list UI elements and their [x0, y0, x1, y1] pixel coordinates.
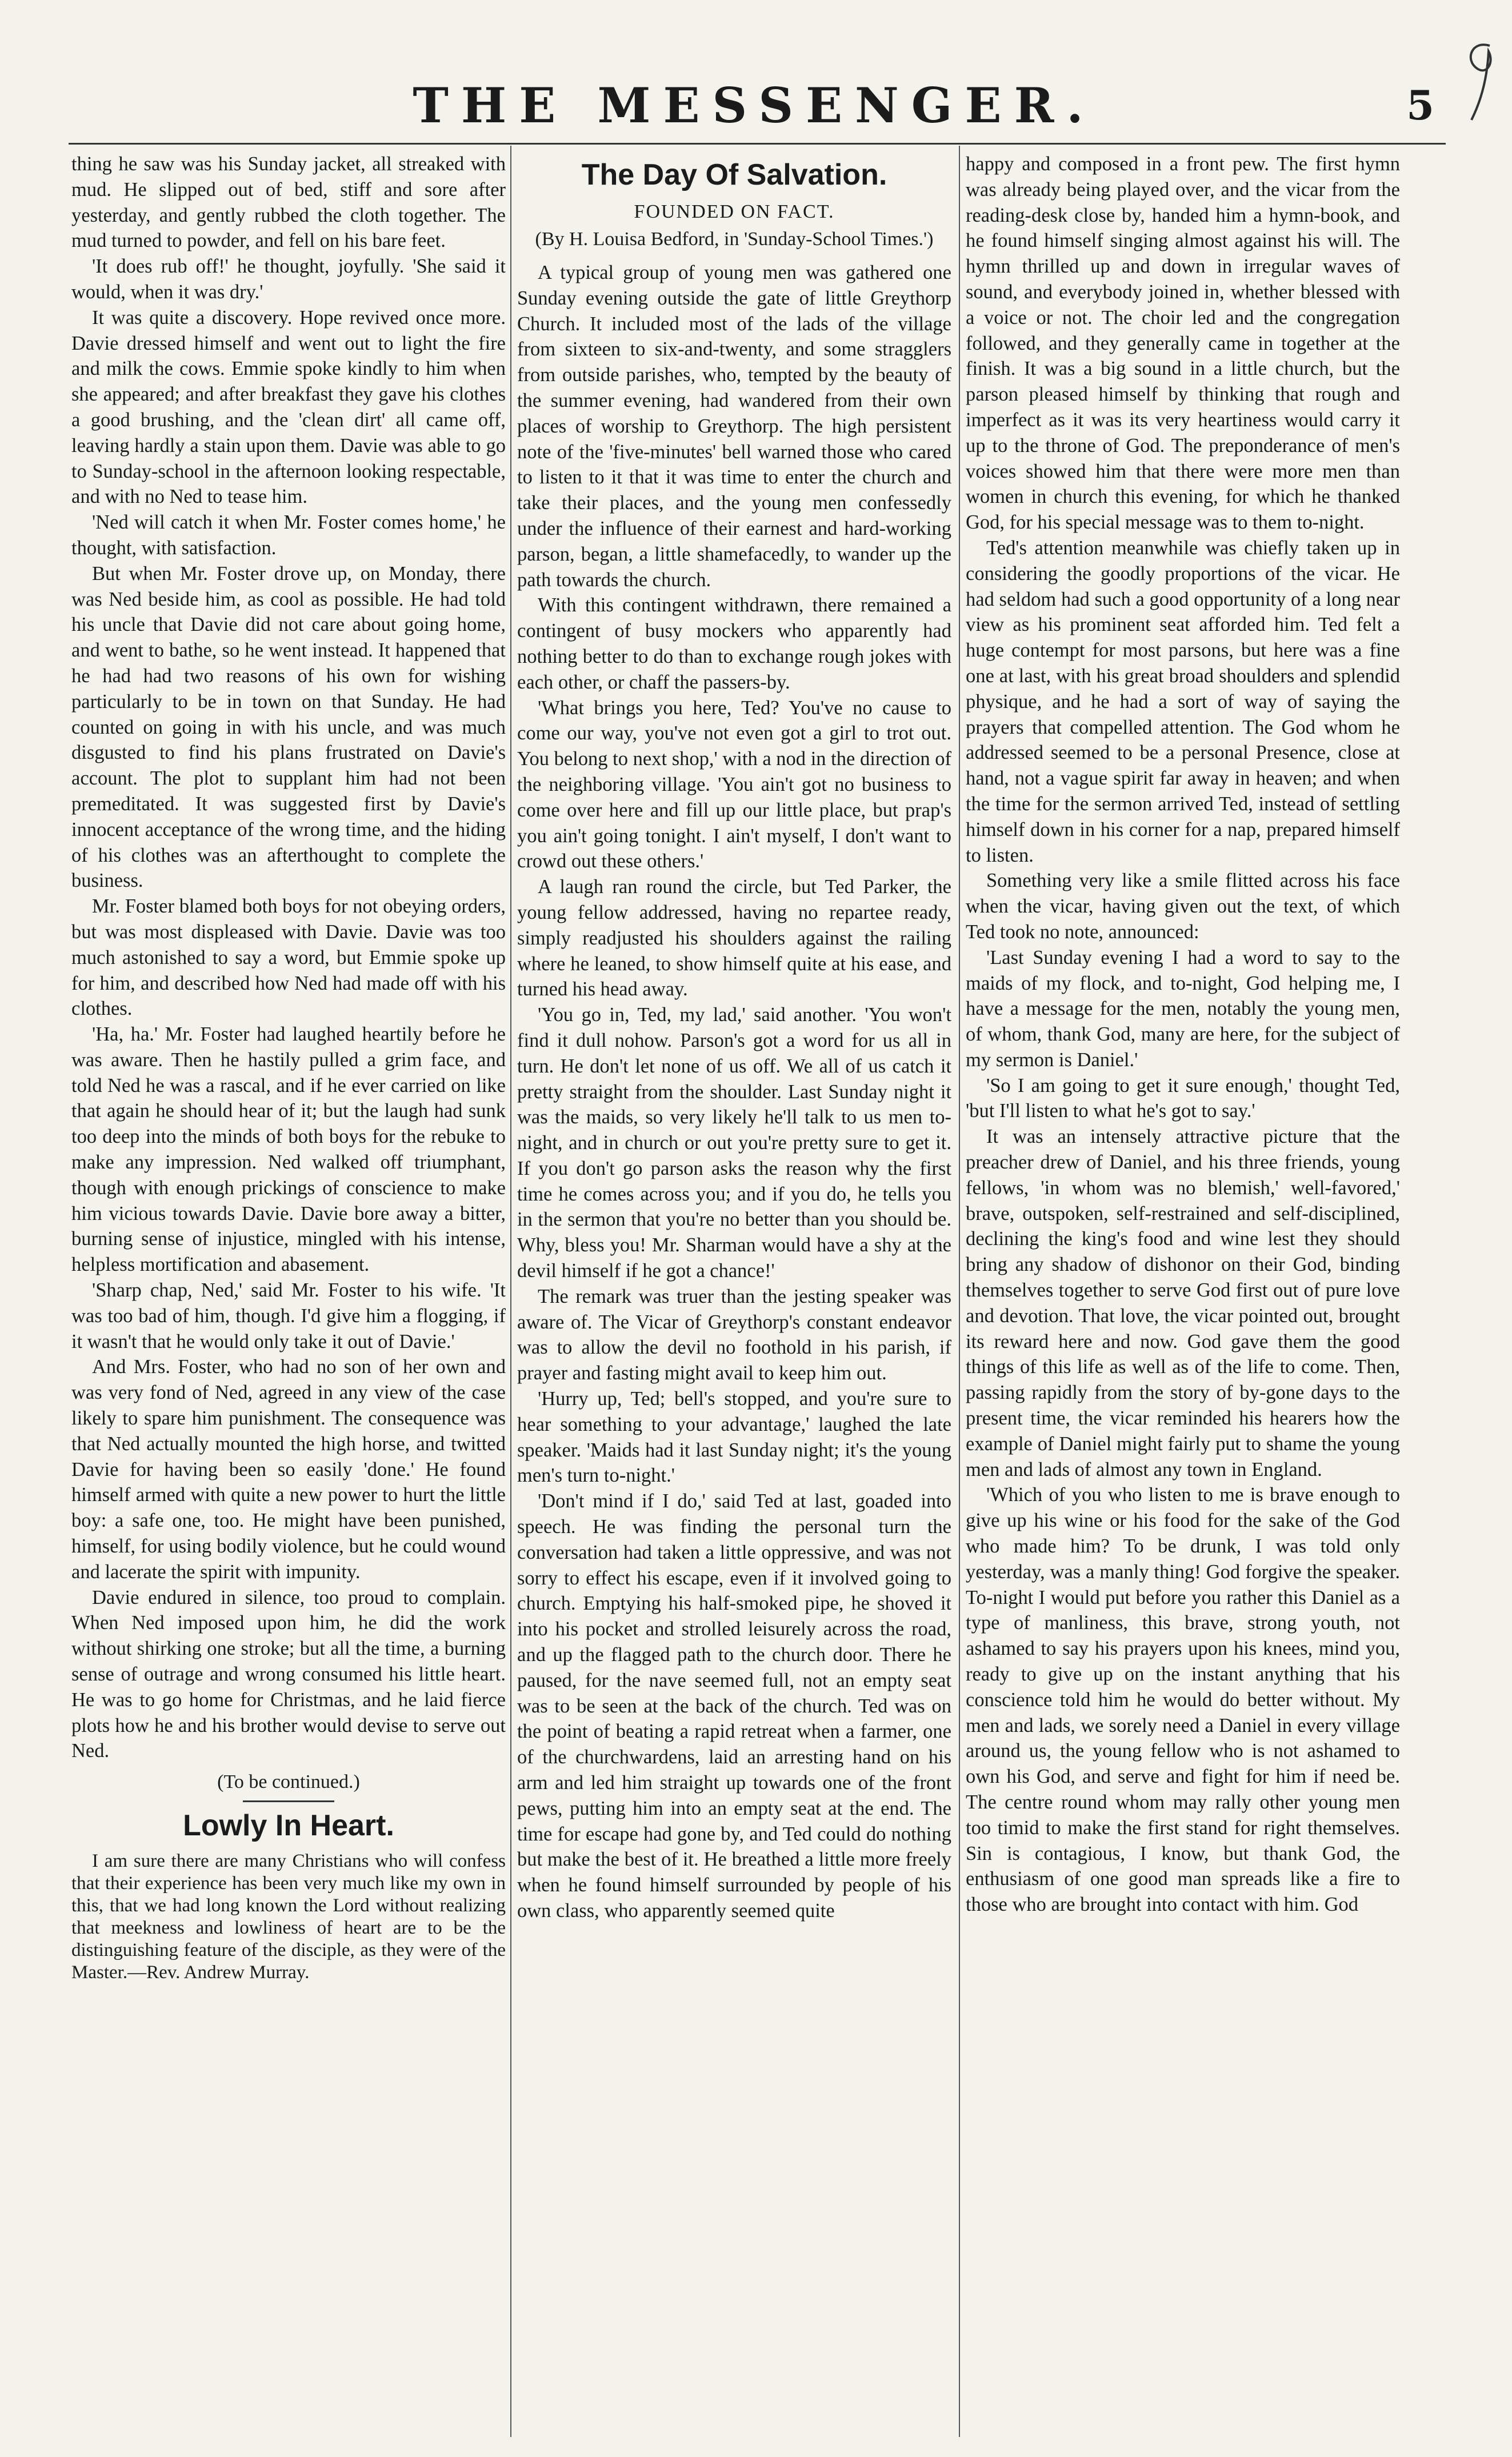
column-middle [517, 151, 951, 2431]
paragraph: With this contingent withdrawn, there remained a contingent of busy mockers who apparently had nothing better to do than to exchange rough jokes with each other, or chaff the passers-by. [517, 594, 951, 693]
paragraph: The remark was truer than the jesting speaker was aware of. The Vicar of Greythorp's constant endeavor was to allow the devil no foothold in his parish, if prayer and fasting might avail to keep him out. [517, 1285, 951, 1384]
masthead [63, 74, 1446, 137]
paragraph: But when Mr. Foster drove up, on Monday, there was Ned beside him, as cool as possible. He had told his uncle that Davie did not care about going home, and went to bathe, so he went instead. It happened that he had had two reasons of his own for wishing particularly to be in town on that Sunday. He had counted on going in with his uncle, and was much disgusted to find his plans frustrated on Davie's account. The plot to supplant him had not been premeditated. It was suggested first by Davie's innocent acceptance of the wrong time, and the hiding of his clothes was an afterthought to complete the business. [71, 562, 506, 892]
paragraph: 'Hurry up, Ted; bell's stopped, and you're sure to hear something to your advantage,' laughed the late speaker. 'Maids had it last Sunday night; it's the young men's turn to-night.' [517, 1388, 951, 1487]
paragraph: A laugh ran round the circle, but Ted Parker, the young fellow addressed, having no repartee ready, simply readjusted his shoulders against the railing where he leaned, to show himself quite at his ease, and turned his head away. [517, 876, 951, 1001]
story-continuation [71, 151, 506, 1764]
paragraph: Davie endured in silence, too proud to complain. When Ned imposed upon him, he did the work without shirking one stroke; but all the time, a burning sense of outrage and wrong consumed his little heart. He was to go home for Christmas, and he laid fierce plots how he and his brother would devise to serve out Ned. [71, 1586, 506, 1762]
section-rule [243, 1800, 334, 1802]
article-subtitle: FOUNDED ON FACT. [634, 201, 835, 222]
paragraph: Something very like a smile flitted across his face when the vicar, having given out the text, of which Ted took no note, announced: [966, 870, 1400, 943]
paragraph: 'Which of you who listen to me is brave enough to give up his wine or his food for the sake of the God who made him? To be drunk, I was told only yesterday, was a manly thing! God forgive the speaker. To-night I would put before you rather this Daniel as a type of manliness, this brave, strong youth, not ashamed to say his prayers upon his knees, mind you, ready to give up on the instant anything that his conscience told him he would do better without. My men and lads, we sorely need a Daniel in every village around us, the young fellow who is not ashamed to own his God, and serve and fight for him if need be. The centre round whom may rally other young men too timid to make the first stand for right themselves. Sin is contagious, I know, but thank God, the enthusiasm of one good man spreads like a fire to those who are brought into contact with him. God [966, 1484, 1400, 1916]
lowly-in-heart-text [71, 1850, 506, 1984]
column-right [966, 151, 1400, 2431]
column-left [71, 151, 506, 2431]
paragraph: And Mrs. Foster, who had no son of her own and was very fond of Ned, agreed in any view of the case likely to spare him punishment. The consequence was that Ned actually mounted the high horse, and twitted Davie for having been so easily 'done.' He found himself armed with quite a new power to hurt the little boy: a safe one, too. He might have been punished, himself, for using bodily violence, but he could wound and lacerate the spirit with impunity. [71, 1356, 506, 1583]
paragraph: 'So I am going to get it sure enough,' thought Ted, 'but I'll listen to what he's got to say.' [966, 1074, 1400, 1122]
paragraph: Ted's attention meanwhile was chiefly taken up in considering the goodly proportions of the vicar. He had seldom had such a good opportunity of a long near view as his prominent seat afforded him. Ted felt a huge contempt for most parsons, but here was a fine one at last, with his great broad shoulders and splendid physique, and he had a sort of way of saying the prayers that compelled attention. The God whom he addressed seemed to be a personal Presence, close at hand, not a vague spirit far away in heaven; and when the time for the sermon arrived Ted, instead of settling himself down in his corner for a nap, prepared himself to listen. [966, 537, 1400, 866]
continued-note: (To be continued.) [217, 1771, 360, 1793]
paragraph: 'You go in, Ted, my lad,' said another. 'You won't find it dull nohow. Parson's got a word for us all in turn. He don't let none of us off. We all of us catch it pretty straight from the shoulder. Last Sunday night it was the maids, so very likely he'll talk to us men to-night, and in church or out you're pretty sure to get it. If you don't go parson asks the reason why the first time he comes across you; and if you do, he tells you in the sermon that you're no better than you should be. Why, bless you! Mr. Sharman would have a shy at the devil himself if he got a chance!' [517, 1004, 951, 1282]
paragraph: 'It does rub off!' he thought, joyfully. 'She said it would, when it was dry.' [71, 255, 506, 303]
paragraph: Mr. Foster blamed both boys for not obeying orders, but was most displeased with Davie. Davie was too much astonished to say a word, but Emmie spoke up for him, and described how Ned had made off with his clothes. [71, 895, 506, 1020]
column-divider-2 [959, 146, 960, 2437]
newspaper-title: THE MESSENGER. [413, 77, 1096, 134]
paragraph: 'Ned will catch it when Mr. Foster comes home,' he thought, with satisfaction. [71, 511, 506, 559]
paragraph: 'What brings you here, Ted? You've no cause to come our way, you've not even got a girl to trot out. You belong to next shop,' with a nod in the direction of the neighboring village. 'You ain't got no business to come over here and fill up our little place, but prap's you ain't going tonight. I ain't myself, I don't want to crowd out these others.' [517, 697, 951, 873]
paragraph: thing he saw was his Sunday jacket, all streaked with mud. He slipped out of bed, stiff and sore after yesterday, and gently rubbed the cloth together. The mud turned to powder, and fell on his bare feet. [71, 153, 506, 252]
paragraph: 'Ha, ha.' Mr. Foster had laughed heartily before he was aware. Then he hastily pulled a grim face, and told Ned he was a rascal, and if he ever carried on like that again he should hear of it; but the laugh had sunk too deep into the minds of both boys for the rebuke to make any impression. Ned walked off triumphant, though with enough prickings of conscience to make him vicious towards Davie. Davie bore away a bitter, burning sense of injustice, mingled with his intense, helpless mortification and abasement. [71, 1023, 506, 1276]
header-rule [69, 143, 1446, 145]
paragraph: 'Last Sunday evening I had a word to say to the maids of my flock, and to-night, God helping me, I have a message for the men, notably the young men, of whom, thank God, many are here, for the subject of my sermon is Daniel.' [966, 946, 1400, 1071]
paragraph: happy and composed in a front pew. The first hymn was already being played over, and the vicar from the reading-desk close by, handed him a hymn-book, and he found himself singing almost against his will. The hymn thrilled up and down in irregular waves of sound, and everybody joined in, whether blessed with a voice or not. The choir led and the congregation followed, and they generally came in together at the finish. It was a big sound in a little church, but the parson pleased himself by thinking that rough and imperfect as it was its very heartiness would carry it up to the throne of God. The preponderance of men's voices showed him that there were more men than women in church this evening, for which he thanked God, for his special message was to them to-night. [966, 153, 1400, 534]
paragraph: It was an intensely attractive picture that the preacher drew of Daniel, and his three friends, young fellows, 'in whom was no blemish,' well-favored,' brave, outspoken, self-restrained and self-disciplined, declining the king's food and wine lest they should bring any shadow of dishonor on their God, binding themselves together to serve God first out of pure love and devotion. That love, the vicar pointed out, brought its reward here and now. God gave them the good things of this life as well as of the life to come. Then, passing rapidly from the story of by-gone days to the present time, the vicar reminded his hearers how the example of Daniel might fairly put to shame the young men and lads of almost any town in England. [966, 1126, 1400, 1480]
handwritten-mark-icon [1454, 34, 1506, 126]
article-byline: (By H. Louisa Bedford, in 'Sunday-School Times.') [535, 229, 934, 250]
page-number: 5 [1406, 82, 1434, 129]
column-divider-1 [510, 146, 511, 2437]
lowly-in-heart-title: Lowly In Heart. [183, 1809, 394, 1843]
paragraph: A typical group of young men was gathered one Sunday evening outside the gate of little Greythorp Church. It included most of the lads of the village from sixteen to six-and-twenty, and some stragglers from outside parishes, who, tempted by the beauty of the summer evening, had wandered from their own places of worship to Greythorp. The high persistent note of the 'five-minutes' bell warned those who cared to listen to it that it was time to enter the church and take their places, and the young men confessedly under the influence of their earnest and hard-working parson, began, a little shamefacedly, to wander up the path towards the church. [517, 262, 951, 591]
paragraph: 'Don't mind if I do,' said Ted at last, goaded into speech. He was finding the personal turn the conversation had taken a little oppressive, and was not sorry to effect his escape, even if it involved going to church. Emptying his half-smoked pipe, he shoved it into his pocket and strolled leisurely across the road, and up the flagged path to the church door. There he paused, for the nave seemed full, not an empty seat was to be seen at the back of the church. Ted was on the point of beating a rapid retreat when a farmer, one of the churchwardens, laid an arresting hand on his arm and led him straight up towards one of the front pews, putting him into an empty seat at the end. The time for escape had gone by, and Ted could do nothing but make the best of it. He breathed a little more freely when he found himself surrounded by people of his own class, who apparently seemed quite [517, 1490, 951, 1922]
paragraph: 'Sharp chap, Ned,' said Mr. Foster to his wife. 'It was too bad of him, though. I'd give him a flogging, if it wasn't that he would only take it out of Davie.' [71, 1279, 506, 1352]
paragraph: It was quite a discovery. Hope revived once more. Davie dressed himself and went out to light the fire and milk the cows. Emmie spoke kindly to him when she appeared; and after breakfast they gave his clothes a good brushing, and the 'clean dirt' all came off, leaving hardly a stain upon them. Davie was able to go to Sunday-school in the afternoon looking respectable, and with no Ned to tease him. [71, 306, 506, 508]
paragraph: I am sure there are many Christians who will confess that their experience has been very much like my own in this, that we had long known the Lord without realizing that meekness and lowliness of heart are to be the distinguishing feature of the disciple, as they were of the Master.—Rev. Andrew Murray. [71, 1851, 506, 1983]
article-title: The Day Of Salvation. [581, 158, 887, 191]
